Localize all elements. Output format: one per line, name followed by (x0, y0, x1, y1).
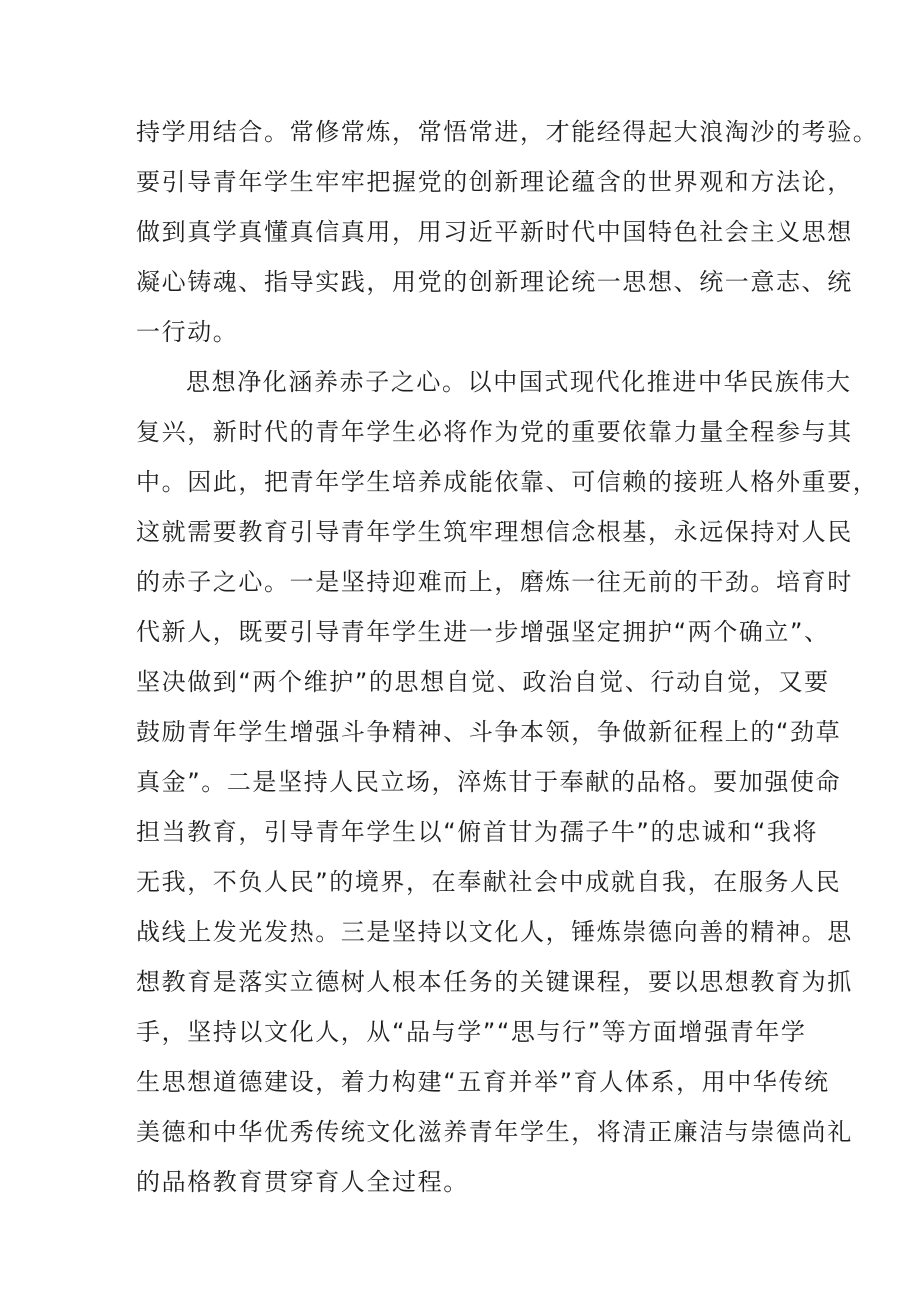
text-line: 坚决做到“两个维护”的思想自觉、政治自觉、行动自觉，又要 (136, 668, 830, 696)
text-line: 战线上发光发热。三是坚持以文化人，锤炼崇德向善的精神。思 (136, 918, 853, 946)
text-line: 代新人，既要引导青年学生进一步增强坚定拥护“两个确立”、 (136, 618, 830, 646)
text-line: 想教育是落实立德树人根本任务的关键课程，要以思想教育为抓 (136, 968, 853, 996)
text-line: 生思想道德建设，着力构建“五育并举”育人体系，用中华传统 (136, 1068, 830, 1096)
text-line: 无我，不负人民”的境界，在奉献社会中成就自我，在服务人民 (136, 868, 842, 896)
text-line: 的赤子之心。一是坚持迎难而上，磨炼一往无前的干劲。培育时 (136, 568, 853, 596)
text-line: 凝心铸魂、指导实践，用党的创新理论统一思想、统一意志、统 (136, 268, 853, 296)
text-line: 真金”。二是坚持人民立场，淬炼甘于奉献的品格。要加强使命 (136, 768, 842, 796)
text-line: 要引导青年学生牢牢把握党的创新理论蕴含的世界观和方法论， (136, 168, 853, 196)
text-line: 担当教育，引导青年学生以“俯首甘为孺子牛”的忠诚和“我将 (136, 818, 819, 846)
text-line: 一行动。 (136, 318, 239, 346)
text-line: 鼓励青年学生增强斗争精神、斗争本领，争做新征程上的“劲草 (136, 718, 842, 746)
text-line: 手，坚持以文化人，从“品与学”“思与行”等方面增强青年学 (136, 1018, 807, 1046)
text-line: 复兴，新时代的青年学生必将作为党的重要依靠力量全程参与其 (136, 418, 853, 446)
text-line: 中。因此，把青年学生培养成能依靠、可信赖的接班人格外重要， (136, 468, 879, 496)
text-line: 持学用结合。常修常炼，常悟常进，才能经得起大浪淘沙的考验。 (136, 118, 879, 146)
text-line: 做到真学真懂真信真用，用习近平新时代中国特色社会主义思想 (136, 218, 853, 246)
text-line: 美德和中华优秀传统文化滋养青年学生，将清正廉洁与崇德尚礼 (136, 1118, 853, 1146)
text-line: 思想净化涵养赤子之心。以中国式现代化推进中华民族伟大 (186, 368, 852, 396)
text-line: 这就需要教育引导青年学生筑牢理想信念根基，永远保持对人民 (136, 518, 853, 546)
text-line: 的品格教育贯穿育人全过程。 (136, 1168, 469, 1196)
